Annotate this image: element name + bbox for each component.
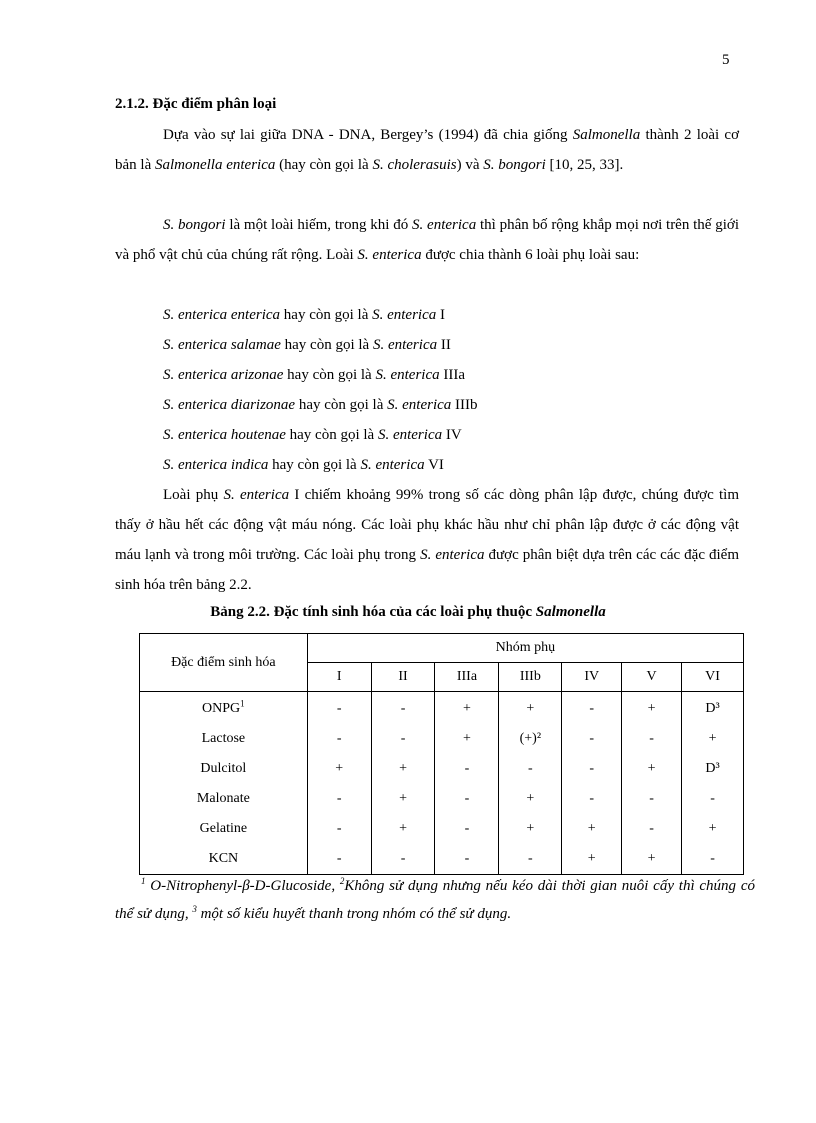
section-heading: 2.1.2. Đặc điểm phân loại (115, 96, 277, 112)
group-col: IV (562, 663, 622, 692)
row-label: Malonate (140, 784, 308, 814)
table-cell: - (371, 844, 435, 875)
table-caption: Bảng 2.2. Đặc tính sinh hóa của các loài phụ thuộc Salmonella (210, 604, 606, 620)
table-cell: - (562, 784, 622, 814)
row-label: KCN (140, 844, 308, 875)
subspecies-item: S. enterica enterica hay còn gọi là S. enterica I (163, 307, 446, 323)
table-cell: - (307, 784, 371, 814)
table-cell: + (682, 814, 744, 844)
group-header: Nhóm phụ (307, 634, 743, 663)
table-cell: + (371, 784, 435, 814)
table-cell: - (682, 844, 744, 875)
table-cell: D³ (682, 754, 744, 784)
table-cell: + (562, 814, 622, 844)
paragraph-1: Dựa vào sự lai giữa DNA - DNA, Bergey’s (1994) đã chia giống Salmonella thành 2 loài cơ bản là Salmonella enterica (hay còn gọi là S. cholerasuis) và S. bongori [10, 25, 33]. (115, 127, 739, 173)
table-cell: + (435, 692, 499, 725)
row-label: Gelatine (140, 814, 308, 844)
table-cell: + (622, 692, 682, 725)
table-cell: - (307, 724, 371, 754)
table-row (140, 692, 744, 725)
group-col: V (622, 663, 682, 692)
row-label: ONPG$^1$ (140, 692, 308, 725)
group-col: II (371, 663, 435, 692)
group-col: I (307, 663, 371, 692)
table-cell: + (499, 692, 562, 725)
table-cell: + (371, 754, 435, 784)
table-cell: - (562, 754, 622, 784)
table-cell: - (435, 754, 499, 784)
table-cell: - (499, 754, 562, 784)
paragraph-3: Loài phụ S. enterica I chiếm khoảng 99% trong số các dòng phân lập được, chúng được tìm thấy ở hầu hết các động vật máu nóng. Các loài phụ khác hầu như chỉ phân lập được ở các động vật máu lạnh và trong môi trường. Các loài phụ trong S. enterica được phân biệt dựa trên các các đặc điểm sinh hóa trên bảng 2.2. (115, 487, 739, 593)
table-cell: - (435, 784, 499, 814)
table-cell: - (622, 814, 682, 844)
subspecies-item: S. enterica indica hay còn gọi là S. enterica VI (163, 457, 444, 473)
table-cell: + (562, 844, 622, 875)
table-cell: + (622, 754, 682, 784)
paragraph-2: S. bongori là một loài hiếm, trong khi đó S. enterica thì phân bố rộng khắp mọi nơi trên thế giới và phổ vật chủ của chúng rất rộng. Loài S. enterica được chia thành 6 loài phụ loài sau: (115, 217, 739, 263)
table-cell: - (307, 692, 371, 725)
table-cell: - (622, 784, 682, 814)
subspecies-item: S. enterica arizonae hay còn gọi là S. enterica IIIa (163, 367, 466, 383)
table-row (140, 754, 744, 784)
table-row (140, 814, 744, 844)
table-row (140, 784, 744, 814)
table-cell: - (307, 844, 371, 875)
table-cell: - (371, 724, 435, 754)
group-col: IIIa (435, 663, 499, 692)
table-cell: + (307, 754, 371, 784)
row-label: Lactose (140, 724, 308, 754)
table-cell: - (499, 844, 562, 875)
group-col: VI (682, 663, 744, 692)
table-cell: + (371, 814, 435, 844)
table-cell: + (435, 724, 499, 754)
table-cell: (+)² (499, 724, 562, 754)
table-cell: - (622, 724, 682, 754)
table-cell: D³ (682, 692, 744, 725)
subspecies-item: S. enterica diarizonae hay còn gọi là S. enterica IIIb (163, 397, 478, 413)
group-col: IIIb (499, 663, 562, 692)
table-cell: - (682, 784, 744, 814)
table-cell: + (499, 814, 562, 844)
biochemical-table (139, 633, 744, 875)
table-cell: - (371, 692, 435, 725)
table-cell: - (562, 724, 622, 754)
table-cell: + (682, 724, 744, 754)
table-footnote: $^1$ O-Nitrophenyl-β-D-Glucoside, $^2$Không sử dụng nhưng nếu kéo dài thời gian nuôi cấy thì chúng có thể sử dụng, $^3$ một số kiểu huyết thanh trong nhóm có thể sử dụng. (115, 876, 755, 922)
subspecies-item: S. enterica houtenae hay còn gọi là S. enterica IV (163, 427, 462, 443)
table-cell: - (562, 692, 622, 725)
table-row (140, 844, 744, 875)
table-cell: - (435, 814, 499, 844)
subspecies-item: S. enterica salamae hay còn gọi là S. enterica II (163, 337, 451, 353)
row-header: Đặc điểm sinh hóa (140, 634, 308, 692)
table-cell: - (435, 844, 499, 875)
table-row (140, 724, 744, 754)
table-cell: + (499, 784, 562, 814)
table-cell: + (622, 844, 682, 875)
table-cell: - (307, 814, 371, 844)
row-label: Dulcitol (140, 754, 308, 784)
page-number: 5 (722, 52, 730, 68)
